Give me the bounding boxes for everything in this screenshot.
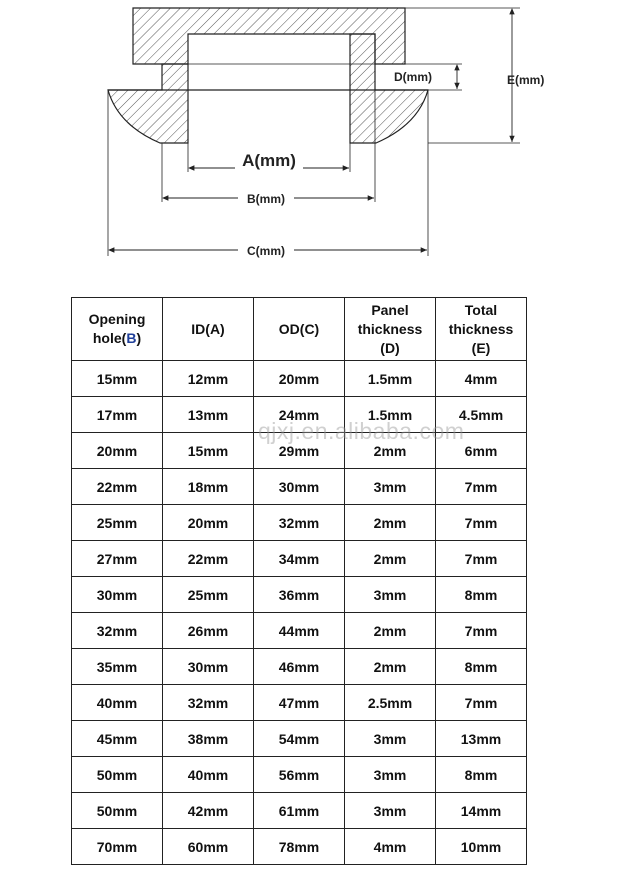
table-cell: 54mm <box>254 721 345 757</box>
table-cell: 4mm <box>436 361 527 397</box>
table-cell: 7mm <box>436 613 527 649</box>
table-cell: 50mm <box>72 757 163 793</box>
table-row <box>72 613 527 649</box>
header-opening-hole: Opening hole(B) <box>72 298 163 361</box>
table-cell: 15mm <box>72 361 163 397</box>
table-cell: 22mm <box>72 469 163 505</box>
table-row <box>72 361 527 397</box>
table-cell: 56mm <box>254 757 345 793</box>
table-cell: 7mm <box>436 685 527 721</box>
table-cell: 3mm <box>345 757 436 793</box>
table-cell: 42mm <box>163 793 254 829</box>
table-cell: 34mm <box>254 541 345 577</box>
table-row <box>72 829 527 865</box>
table-cell: 2mm <box>345 541 436 577</box>
table-cell: 44mm <box>254 613 345 649</box>
grommet-cross-section <box>108 8 428 143</box>
label-a: A(mm) <box>242 151 296 170</box>
table-cell: 32mm <box>72 613 163 649</box>
table-cell: 27mm <box>72 541 163 577</box>
table-cell: 2.5mm <box>345 685 436 721</box>
table-cell: 20mm <box>254 361 345 397</box>
table-cell: 20mm <box>163 505 254 541</box>
table-row <box>72 433 527 469</box>
table-cell: 30mm <box>254 469 345 505</box>
table-cell: 14mm <box>436 793 527 829</box>
table-cell: 8mm <box>436 577 527 613</box>
table-row <box>72 685 527 721</box>
table-row <box>72 541 527 577</box>
table-cell: 2mm <box>345 433 436 469</box>
table-cell: 25mm <box>163 577 254 613</box>
table-cell: 2mm <box>345 649 436 685</box>
table-cell: 46mm <box>254 649 345 685</box>
table-cell: 35mm <box>72 649 163 685</box>
table-cell: 38mm <box>163 721 254 757</box>
table-cell: 3mm <box>345 721 436 757</box>
table-cell: 8mm <box>436 757 527 793</box>
table-cell: 7mm <box>436 505 527 541</box>
table-cell: 25mm <box>72 505 163 541</box>
table-row <box>72 793 527 829</box>
table-cell: 22mm <box>163 541 254 577</box>
table-cell: 2mm <box>345 613 436 649</box>
table-header-row <box>72 298 527 361</box>
table-cell: 10mm <box>436 829 527 865</box>
table-cell: 20mm <box>72 433 163 469</box>
table-cell: 3mm <box>345 793 436 829</box>
table-cell: 26mm <box>163 613 254 649</box>
table-cell: 4.5mm <box>436 397 527 433</box>
table-row <box>72 577 527 613</box>
table-cell: 70mm <box>72 829 163 865</box>
table-cell: 18mm <box>163 469 254 505</box>
table-cell: 13mm <box>436 721 527 757</box>
table-cell: 40mm <box>163 757 254 793</box>
table-cell: 24mm <box>254 397 345 433</box>
table-row <box>72 505 527 541</box>
table-cell: 60mm <box>163 829 254 865</box>
header-od: OD(C) <box>254 298 345 361</box>
table-cell: 29mm <box>254 433 345 469</box>
grommet-dimension-diagram <box>0 0 635 290</box>
header-panel-thickness: Panel thickness (D) <box>345 298 436 361</box>
table-cell: 7mm <box>436 469 527 505</box>
table-cell: 61mm <box>254 793 345 829</box>
label-d: D(mm) <box>394 70 432 84</box>
table-cell: 50mm <box>72 793 163 829</box>
table-cell: 1.5mm <box>345 397 436 433</box>
table-cell: 4mm <box>345 829 436 865</box>
table-cell: 40mm <box>72 685 163 721</box>
table-row <box>72 469 527 505</box>
table-cell: 32mm <box>163 685 254 721</box>
table-cell: 1.5mm <box>345 361 436 397</box>
table-cell: 15mm <box>163 433 254 469</box>
table-row <box>72 757 527 793</box>
table-cell: 45mm <box>72 721 163 757</box>
table-cell: 30mm <box>163 649 254 685</box>
table-row <box>72 649 527 685</box>
table-cell: 3mm <box>345 577 436 613</box>
header-id: ID(A) <box>163 298 254 361</box>
header-total-thickness: Total thickness (E) <box>436 298 527 361</box>
table-cell: 7mm <box>436 541 527 577</box>
table-cell: 3mm <box>345 469 436 505</box>
table-row <box>72 721 527 757</box>
table-cell: 36mm <box>254 577 345 613</box>
label-b: B(mm) <box>247 192 285 206</box>
table-body <box>72 361 527 865</box>
table-cell: 13mm <box>163 397 254 433</box>
label-e: E(mm) <box>507 73 545 87</box>
table-cell: 17mm <box>72 397 163 433</box>
table-cell: 78mm <box>254 829 345 865</box>
table-cell: 6mm <box>436 433 527 469</box>
label-c: C(mm) <box>247 244 285 258</box>
table-cell: 12mm <box>163 361 254 397</box>
left-lip <box>108 64 188 143</box>
table-row <box>72 397 527 433</box>
watermark: qjxj.en.alibaba.com <box>258 418 465 444</box>
table-cell: 32mm <box>254 505 345 541</box>
table-cell: 8mm <box>436 649 527 685</box>
table-cell: 2mm <box>345 505 436 541</box>
table-cell: 47mm <box>254 685 345 721</box>
table-cell: 30mm <box>72 577 163 613</box>
grommet-size-table <box>71 297 527 865</box>
